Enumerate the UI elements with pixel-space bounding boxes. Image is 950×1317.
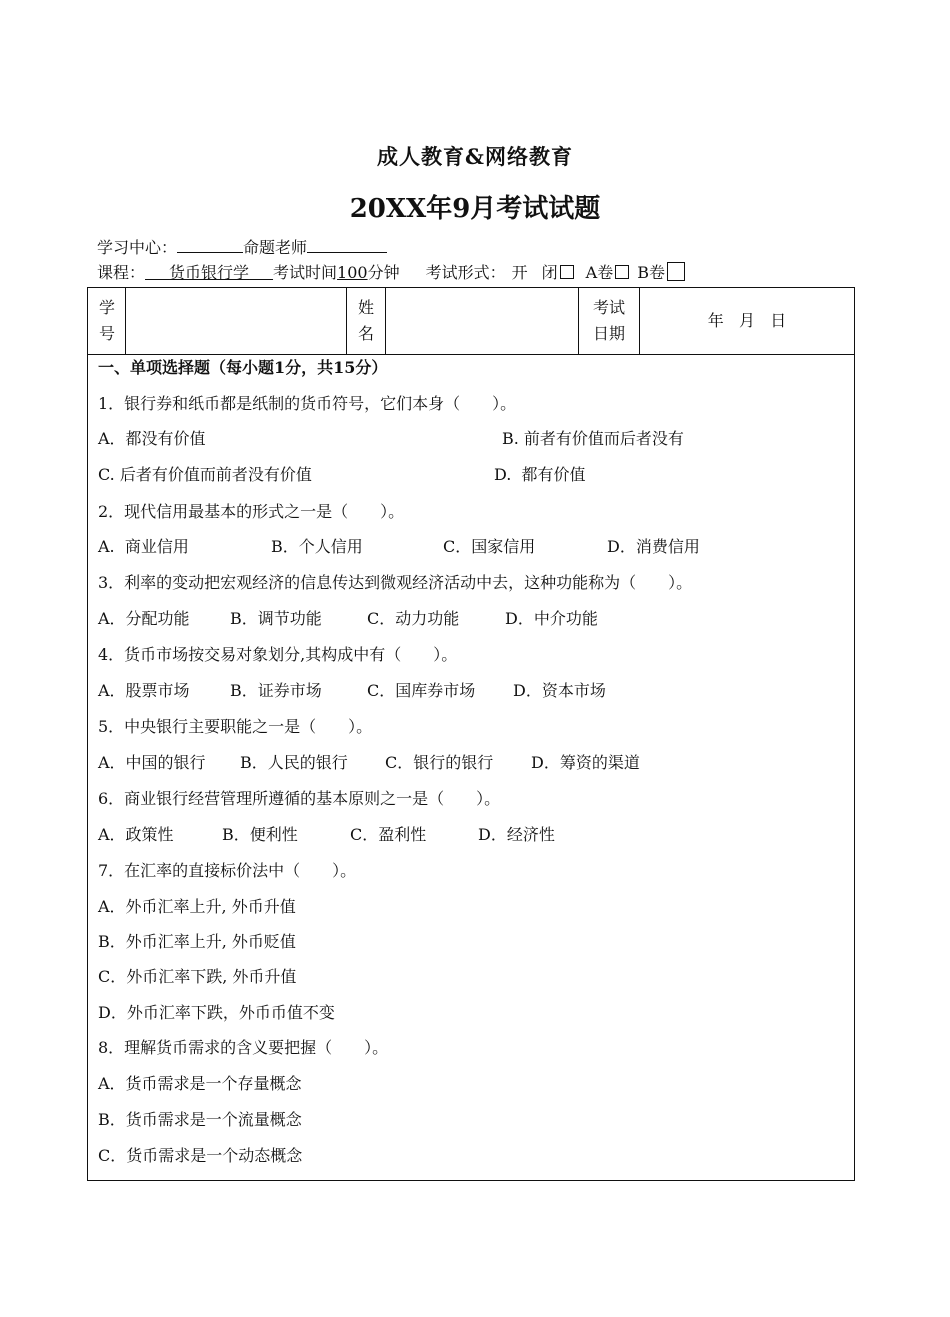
q2-option-b: B．个人信用: [271, 537, 363, 556]
paper-b-label: B卷: [637, 263, 665, 282]
q4-option-b: B．证券市场: [230, 681, 322, 700]
time-label: 考试时间: [273, 263, 338, 282]
paper-b-checkbox[interactable]: [667, 262, 685, 281]
question-3: 3．利率的变动把宏观经济的信息传达到微观经济活动中去，这种功能称为（ ）。: [98, 573, 693, 592]
student-id-field[interactable]: [126, 288, 346, 354]
time-value: 100: [337, 263, 368, 282]
exam-frame: [87, 287, 855, 1181]
q4-option-a: A．股票市场: [98, 681, 190, 700]
center-blank: [177, 236, 243, 253]
teacher-label: 命题老师: [243, 238, 308, 257]
course-value: 货币银行学: [169, 263, 250, 282]
closed-label: 闭: [541, 263, 558, 282]
exam-date-label: 考试 日期: [592, 298, 625, 343]
form-label: 考试形式：: [425, 263, 506, 282]
q8-option-c: C．货币需求是一个动态概念: [98, 1146, 303, 1165]
exam-date-value: 年 月 日: [707, 311, 787, 330]
paper-a-checkbox[interactable]: [615, 265, 629, 279]
teacher-blank: [307, 236, 387, 253]
q7-option-b: B．外币汇率上升, 外币贬值: [98, 932, 296, 951]
q3-option-b: B．调节功能: [230, 609, 322, 628]
q2-option-d: D．消费信用: [607, 537, 700, 556]
question-6: 6．商业银行经营管理所遵循的基本原则之一是（ ）。: [98, 789, 501, 808]
question-5: 5．中央银行主要职能之一是（ ）。: [98, 717, 373, 736]
institution-title: 成人教育&网络教育: [377, 144, 573, 169]
q4-option-c: C．国库券市场: [367, 681, 476, 700]
exam-title: 20XX年9月考试试题: [349, 194, 601, 224]
q6-option-b: B．便利性: [222, 825, 298, 844]
q2-option-c: C．国家信用: [443, 537, 536, 556]
q5-option-c: C．银行的银行: [385, 753, 494, 772]
q6-option-d: D．经济性: [478, 825, 555, 844]
paper-a-label: A卷: [585, 263, 614, 282]
question-2: 2．现代信用最基本的形式之一是（ ）。: [98, 502, 405, 521]
q1-option-d: D. 都有价值: [494, 465, 586, 484]
center-label: 学习中心：: [97, 238, 178, 257]
q3-option-c: C．动力功能: [367, 609, 460, 628]
q7-option-c: C．外币汇率下跌, 外币升值: [98, 967, 297, 986]
q8-option-b: B．货币需求是一个流量概念: [98, 1110, 302, 1129]
time-unit: 分钟: [367, 263, 400, 282]
section-title: 一、单项选择题（每小题1分，共15分）: [98, 358, 388, 377]
q1-option-b: B. 前者有价值而后者没有: [502, 429, 684, 448]
question-8: 8．理解货币需求的含义要把握（ ）。: [98, 1038, 389, 1057]
q8-option-a: A．货币需求是一个存量概念: [98, 1074, 302, 1093]
open-label: 开: [511, 263, 528, 282]
q5-option-b: B．人民的银行: [240, 753, 348, 772]
q4-option-d: D．资本市场: [513, 681, 606, 700]
name-label: 姓 名: [357, 298, 374, 343]
q3-option-a: A．分配功能: [98, 609, 190, 628]
student-id-label: 学 号: [98, 298, 115, 343]
question-7: 7．在汇率的直接标价法中（ ）。: [98, 861, 357, 880]
course-line: [97, 262, 685, 284]
name-field[interactable]: [386, 288, 578, 354]
center-teacher-line: [97, 236, 387, 259]
info-row: [88, 288, 854, 355]
closed-checkbox[interactable]: [560, 265, 574, 279]
q6-option-c: C．盈利性: [350, 825, 427, 844]
q3-option-d: D．中介功能: [505, 609, 598, 628]
q2-option-a: A. 商业信用: [98, 537, 189, 556]
q5-option-a: A．中国的银行: [98, 753, 206, 772]
q7-option-a: A．外币汇率上升, 外币升值: [98, 897, 296, 916]
question-4: 4．货币市场按交易对象划分,其构成中有（ ）。: [98, 645, 458, 664]
q5-option-d: D．筹资的渠道: [531, 753, 640, 772]
q1-option-a: A．都没有价值: [98, 429, 206, 448]
course-label: 课程：: [97, 263, 146, 282]
question-1: 1．银行券和纸币都是纸制的货币符号，它们本身（ ）。: [98, 394, 517, 413]
q1-option-c: C. 后者有价值而前者没有价值: [98, 465, 312, 484]
q7-option-d: D．外币汇率下跌，外币币值不变: [98, 1003, 335, 1022]
q6-option-a: A．政策性: [98, 825, 174, 844]
